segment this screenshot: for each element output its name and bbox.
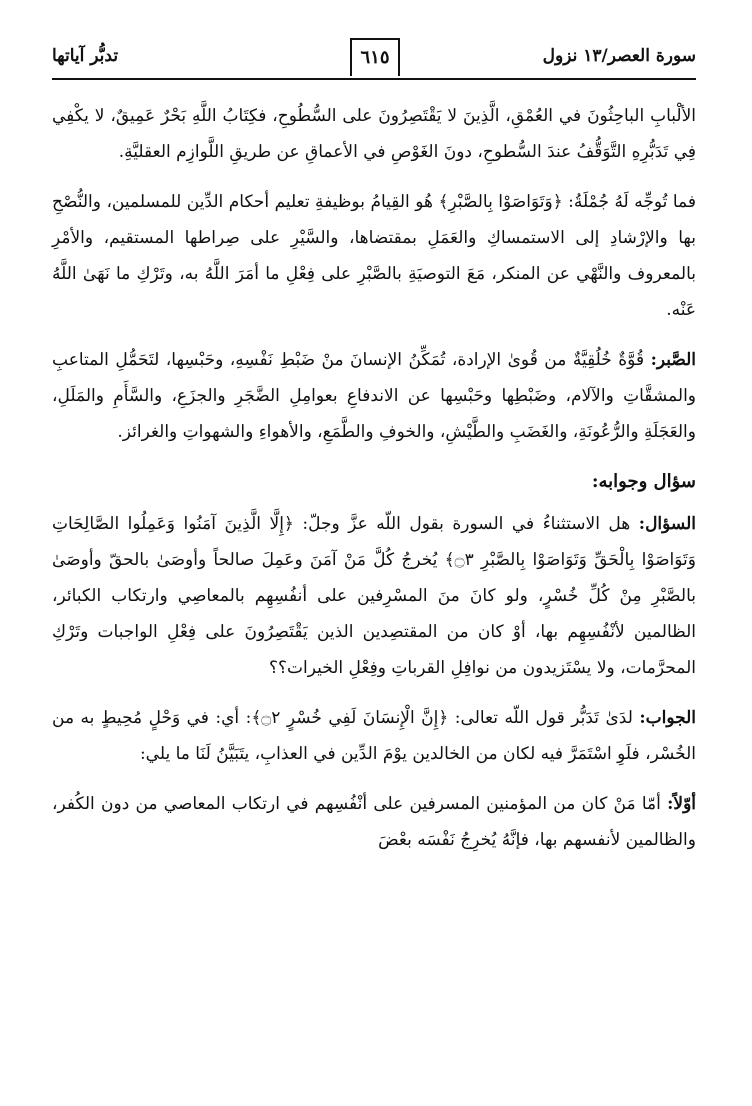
paragraph-question — [52, 506, 696, 686]
paragraph-patience — [52, 342, 696, 450]
running-title-section: تدبُّر آياتها — [52, 46, 119, 66]
term-answer: الجواب: — [639, 708, 696, 728]
paragraph-1: الألْبابِ الباحِثُونَ في العُمْقِ، الَّذِينَ لا يَقْتَصِرُونَ على السُّطُوحِ، فكِتَابُ اللَّهِ بَحْرٌ عَمِيقٌ، لا يكْفِي فِي تَدَبُّرِهِ التَّوَقُّفُ عندَ السُّطوحِ، دونَ الغَوْصِ في الأعماقِ عن طريقِ اللَّوازِم العقليَّةِ. — [52, 106, 696, 162]
page-number: ٦١٥ — [350, 38, 400, 76]
paragraph-first — [52, 786, 696, 858]
paragraph-question-text: هل الاستثناءُ في السورة بقول اللّه عزَّ وجلّ: ﴿إِلَّا الَّذِينَ آمَنُوا وَعَمِلُوا الصَّالِحَاتِ وَتَوَاصَوْا بِالْحَقِّ وَتَوَاصَوْا بِالصَّبْرِ ۝٣﴾ يُخرجُ كُلَّ مَنْ آمَنَ وعَمِلَ صالحاً وأوصَىٰ بالحقّ وأوصَىٰ بالصَّبْرِ مِنْ كُلِّ خُسْرٍ، ولو كانَ منَ المسْرِفين على أنفُسِهِم بالمعاصِي وارتكاب الكبائر، الظالمين لأنْفُسِهِم بها، أوْ كان من المقتصِدين الذين يَقْتَصِرُونَ على فِعْلِ الواجبات وتَرْكِ المحرَّمات، ولا يسْتَزيدون من نوافِلِ القرباتِ وفِعْلِ الخيرات؟؟ — [52, 514, 696, 678]
term-question: السؤال: — [638, 514, 696, 534]
running-title-surah: سورة العصر/١٣ نزول — [542, 46, 696, 66]
paragraph-first-text: أمّا مَنْ كان من المؤمنين المسرفين على أنْفُسِهم في ارتكاب المعاصي من دون الكُفر، والظالمين لأنفسهم بها، فإنَّهُ يُخرِجُ نَفْسَه بعْضَ — [52, 794, 696, 850]
paragraph-answer — [52, 700, 696, 772]
section-heading: سؤال وجوابه: — [591, 471, 696, 492]
term-first: أوّلاً: — [667, 794, 696, 814]
page-header — [52, 38, 696, 80]
term-patience: الصَّبر: — [650, 350, 696, 370]
paragraph-answer-text: لدَىٰ تَدَبُّر قول اللّه تعالى: ﴿إِنَّ الْإِنسَانَ لَفِي خُسْرٍ ۝٢﴾: أي: في وَحْلٍ مُحِيطٍ به من الخُسْر، فلَوِ اسْتَمَرَّ فيه لكان من الخالدين يوْمَ الدِّين في العذابِ، يتَبَيَّنُ لَنَا ما يلي: — [52, 708, 696, 764]
page-body — [52, 98, 696, 858]
paragraph-patience-text: قُوَّةٌ خُلُقِيَّةٌ من قُوىٰ الإرادة، تُمَكِّنُ الإنسانَ منْ ضَبْطِ نَفْسِهِ، وحَبْسِها، لتَحَمُّلِ المتاعبِ والمشقَّاتِ والآلام، وضَبْطِها وحَبْسِها عن الاندفاعِ بعوامِلِ الضَّجَرِ والجزَعِ، والسَّأَمِ والمَلَلِ، والعَجَلَةِ والرُّعُونَةِ، والغَضَبِ والطَّيْشِ، والخوفِ والطَّمَعِ، والأهواءِ والشهواتِ والغرائز. — [52, 350, 696, 442]
book-page — [52, 38, 696, 872]
paragraph-2: فما تُوجِّه لَهُ جُمْلَةُ: ﴿وَتَوَاصَوْا بِالصَّبْرِ﴾ هُو القِيامُ بوظيفةِ تعليم أحكام الدِّين للمسلمين، والنُّصْحِ بها والإرْشادِ إلى الاستمساكِ والعَمَلِ بمقتضاها، والسَّيْرِ على صِراطها المستقيم، والأمْرِ بالمعروف والنَّهْي عن المنكر، مَعَ التوصيَةِ بالصَّبْرِ على فِعْلِ ما أمَرَ اللَّهُ به، وتَرْكِ ما نَهَىٰ اللَّهُ عَنْه. — [52, 192, 696, 320]
